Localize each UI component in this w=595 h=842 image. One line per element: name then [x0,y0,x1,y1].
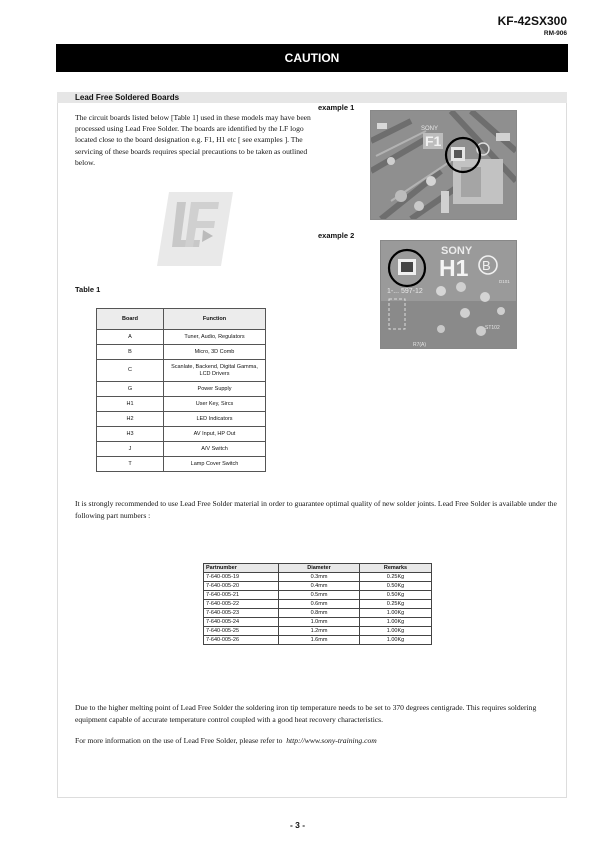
function-cell: Micro, 3D Comb [164,345,266,360]
remarks-cell: 0.50Kg [360,582,432,591]
column-header-remarks: Remarks [360,564,432,573]
example-2-label: example 2 [318,231,355,240]
more-info-sentence: For more information on the use of Lead Free Solder, please refer to [75,736,283,745]
pcb-photo-2 [381,241,516,348]
partnumber-cell: 7-640-005-20 [204,582,279,591]
function-cell: AV Input, HP Out [164,427,266,442]
page-number: - 3 - [289,820,306,830]
remarks-cell: 1.00Kg [360,609,432,618]
remote-model: RM-906 [543,30,567,37]
function-cell: Scanlate, Backend, Digital Gamma, LCD Drivers [164,360,266,382]
remarks-cell: 0.25Kg [360,600,432,609]
board-cell: H1 [97,397,164,412]
pcb-ref-d101: D101 [499,279,510,284]
table-row [204,600,432,609]
caution-title: CAUTION [284,51,340,65]
boards-table [96,308,266,472]
column-header-partnumber: Partnumber [204,564,279,573]
partnumber-cell: 7-640-005-19 [204,573,279,582]
function-cell: Tuner, Audio, Regulators [164,330,266,345]
solder-parts-table [203,563,432,645]
remarks-cell: 0.50Kg [360,591,432,600]
pcb-ref-r7a: R7(A) [413,342,427,348]
remarks-cell: 1.00Kg [360,627,432,636]
remarks-cell: 0.25Kg [360,573,432,582]
board-cell: T [97,457,164,472]
lf-logo-icon [155,190,235,268]
caution-banner [56,44,568,72]
partnumber-cell: 7-640-005-25 [204,627,279,636]
function-cell: LED Indicators [164,412,266,427]
board-cell: C [97,360,164,382]
partnumber-cell: 7-640-005-23 [204,609,279,618]
pcb-brand-label-1: SONY [421,126,439,132]
diameter-cell: 0.8mm [279,609,360,618]
board-cell: A [97,330,164,345]
model-number: KF-42SX300 [497,14,567,28]
training-website-link[interactable]: http://www.sony-training.com [286,736,377,745]
diameter-cell: 0.4mm [279,582,360,591]
table-row [97,397,266,412]
diameter-cell: 1.2mm [279,627,360,636]
diameter-cell: 0.6mm [279,600,360,609]
table-header-row [97,309,266,330]
table-row [204,636,432,645]
table-1-title: Table 1 [75,285,101,294]
diameter-cell: 1.0mm [279,618,360,627]
table-row [97,412,266,427]
pcb-part-number-2: 1-... 597-12 [387,288,423,295]
table-row [204,591,432,600]
column-header-diameter: Diameter [279,564,360,573]
column-header-function: Function [164,309,266,330]
column-header-board: Board [97,309,164,330]
table-row [204,582,432,591]
table-row [204,627,432,636]
diameter-cell: 0.5mm [279,591,360,600]
pcb-ref-st102: ST102 [485,325,500,331]
melting-point-text: Due to the higher melting point of Lead Free Solder the soldering iron tip temperature needs to be set to 370 degrees centigrade. This requires soldering equipment capable of accurate temperature control coupled with a good heat recovery characteristics. [75,703,537,724]
function-cell: User Key, Sircs [164,397,266,412]
board-cell: B [97,345,164,360]
partnumber-cell: 7-640-005-21 [204,591,279,600]
partnumber-cell: 7-640-005-26 [204,636,279,645]
example-1-label: example 1 [318,103,355,112]
table-row [97,442,266,457]
board-cell: H3 [97,427,164,442]
more-info-text [75,735,570,747]
pcb-circle-letter-2: B [482,258,491,273]
function-cell: Power Supply [164,382,266,397]
table-row [204,618,432,627]
table-row [204,573,432,582]
diameter-cell: 1.6mm [279,636,360,645]
pcb-photo-1 [371,111,516,219]
table-row [204,609,432,618]
function-cell: A/V Switch [164,442,266,457]
table-row [97,457,266,472]
example-2-photo [380,240,517,349]
pcb-brand-label-2: SONY [441,245,473,257]
intro-text: The circuit boards listed below [Table 1] used in these models may have been processed using Lead Free Solder. The boards are identified by the LF logo located close to the board designation e.g. F1, H1 etc [ see examples ]. The servicing of these boards requires special precautions to be taken as outlined below. [75,113,311,167]
function-cell: Lamp Cover Switch [164,457,266,472]
section-title: Lead Free Soldered Boards [75,93,180,102]
table-row [97,345,266,360]
table-row [97,382,266,397]
board-cell: H2 [97,412,164,427]
remarks-cell: 1.00Kg [360,618,432,627]
pcb-board-label-2: H1 [439,255,469,281]
recommendation-text: It is strongly recommended to use Lead Free Solder material in order to guarantee optimal quality of new solder joints. Lead Free Solder is available under the following part numbers : [75,499,557,520]
board-cell: G [97,382,164,397]
board-cell: J [97,442,164,457]
pcb-board-label-1: F1 [425,133,442,149]
remarks-cell: 1.00Kg [360,636,432,645]
example-1-photo [370,110,517,220]
diameter-cell: 0.3mm [279,573,360,582]
table-header-row [204,564,432,573]
partnumber-cell: 7-640-005-22 [204,600,279,609]
table-row [97,427,266,442]
table-row [97,360,266,382]
table-row [97,330,266,345]
partnumber-cell: 7-640-005-24 [204,618,279,627]
